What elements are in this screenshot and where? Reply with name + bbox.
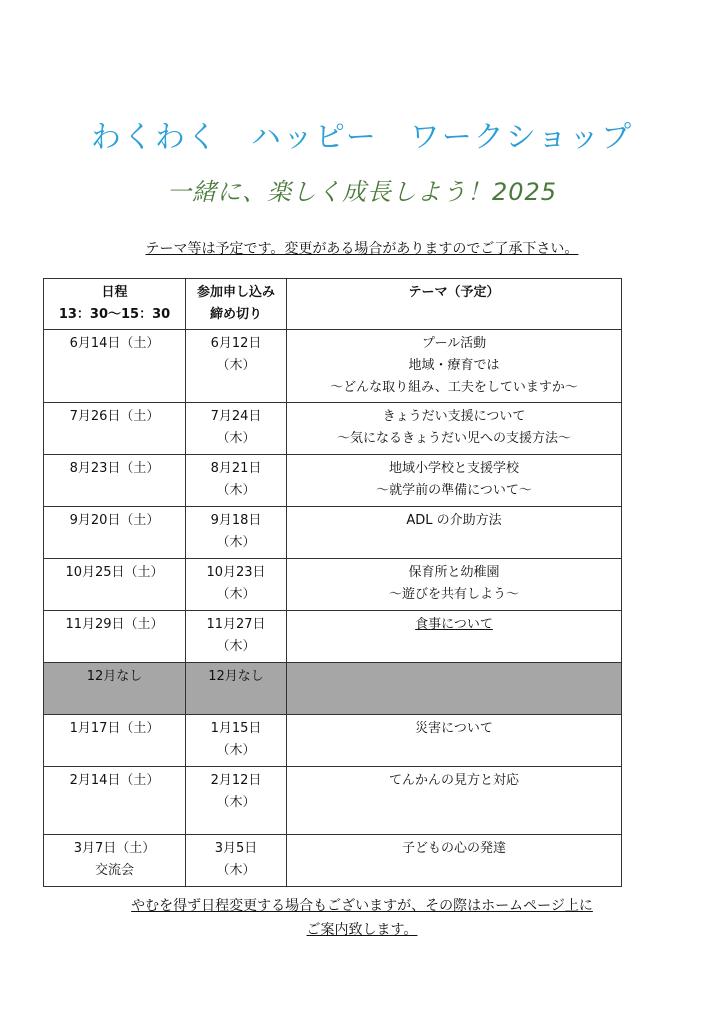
header-time-label: 13：30〜15：30 <box>58 307 171 322</box>
deadline-text: 8月21日 <box>210 461 262 476</box>
deadline-text: 9月18日 <box>210 513 262 528</box>
date-text: 1月17日（土） <box>69 721 160 736</box>
cell-deadline <box>186 507 287 559</box>
cell-date <box>44 455 186 507</box>
notice-bottom-line-2: ご案内致します。 <box>306 922 418 938</box>
theme-line: プール活動 <box>421 336 487 351</box>
date-note-text: 交流会 <box>94 863 134 878</box>
cell-theme <box>287 835 622 887</box>
cell-deadline <box>186 835 287 887</box>
date-text: 6月14日（土） <box>69 336 160 351</box>
page-title: わくわく ハッピー ワークショップ <box>90 120 634 155</box>
cell-theme <box>287 663 622 715</box>
table-row-shaded <box>44 663 622 715</box>
cell-theme <box>287 455 622 507</box>
cell-deadline <box>186 663 287 715</box>
theme-line: 保育所と幼稚園 <box>408 565 500 580</box>
cell-date <box>44 767 186 835</box>
header-theme-label: テーマ（予定） <box>408 285 500 300</box>
theme-line: 地域・療育では <box>408 358 500 373</box>
deadline-text: 10月23日 <box>206 565 266 580</box>
date-text: 7月26日（土） <box>69 409 160 424</box>
header-deadline <box>186 279 287 330</box>
table-row <box>44 455 622 507</box>
deadline-day-text: （木） <box>216 743 256 758</box>
cell-deadline <box>186 330 287 403</box>
deadline-text: 2月12日 <box>210 773 262 788</box>
cell-date <box>44 835 186 887</box>
cell-deadline <box>186 715 287 767</box>
header-date-label: 日程 <box>101 285 128 300</box>
cell-date <box>44 507 186 559</box>
cell-theme <box>287 767 622 835</box>
deadline-text: 12月なし <box>208 669 264 684</box>
cell-theme <box>287 559 622 611</box>
cell-date <box>44 559 186 611</box>
deadline-text: 6月12日 <box>210 336 262 351</box>
theme-line: 地域小学校と支援学校 <box>388 461 519 476</box>
theme-line: 食事について <box>415 617 493 632</box>
page-subtitle: 一緒に、楽しく成長しよう！2025 <box>166 178 558 206</box>
theme-line: 〜就学前の準備について〜 <box>376 483 532 498</box>
cell-theme <box>287 330 622 403</box>
deadline-day-text: （木） <box>216 795 256 810</box>
cell-date <box>44 611 186 663</box>
table-header-row <box>44 279 622 330</box>
date-text: 3月7日（土） <box>73 841 156 856</box>
cell-theme <box>287 403 622 455</box>
cell-theme <box>287 611 622 663</box>
cell-deadline <box>186 455 287 507</box>
deadline-day-text: （木） <box>216 431 256 446</box>
schedule-table <box>43 278 622 887</box>
cell-theme <box>287 507 622 559</box>
deadline-day-text: （木） <box>216 587 256 602</box>
notice-bottom-line-1: やむを得ず日程変更する場合もございますが、その際はホームページ上に <box>131 898 593 914</box>
table-row <box>44 835 622 887</box>
header-deadline-label-1: 参加申し込み <box>196 285 275 300</box>
theme-line: きょうだい支援について <box>382 409 526 424</box>
cell-theme <box>287 715 622 767</box>
date-text: 10月25日（土） <box>65 565 164 580</box>
theme-line: 子どもの心の発達 <box>401 841 506 856</box>
header-theme <box>287 279 622 330</box>
theme-line: 〜遊びを共有しよう〜 <box>388 587 519 602</box>
deadline-day-text: （木） <box>216 483 256 498</box>
deadline-day-text: （木） <box>216 639 256 654</box>
date-text: 9月20日（土） <box>69 513 160 528</box>
cell-deadline <box>186 403 287 455</box>
date-text: 12月なし <box>86 669 143 684</box>
theme-line: てんかんの見方と対応 <box>388 773 519 788</box>
cell-deadline <box>186 559 287 611</box>
cell-date <box>44 715 186 767</box>
cell-date <box>44 663 186 715</box>
date-text: 11月29日（土） <box>65 617 164 632</box>
deadline-text: 11月27日 <box>206 617 266 632</box>
table-row <box>44 507 622 559</box>
theme-line: 災害について <box>415 721 493 736</box>
theme-line: 〜どんな取り組み、工夫をしていますか〜 <box>330 380 578 395</box>
cell-deadline <box>186 611 287 663</box>
deadline-text: 1月15日 <box>210 721 262 736</box>
date-text: 8月23日（土） <box>69 461 160 476</box>
header-deadline-label-2: 締め切り <box>209 307 262 322</box>
deadline-day-text: （木） <box>216 863 256 878</box>
deadline-day-text: （木） <box>216 358 256 373</box>
theme-line: ADL の介助方法 <box>406 513 502 528</box>
table-row <box>44 403 622 455</box>
table-row <box>44 715 622 767</box>
cell-date <box>44 330 186 403</box>
deadline-day-text: （木） <box>216 535 256 550</box>
deadline-text: 3月5日 <box>214 841 258 856</box>
date-text: 2月14日（土） <box>69 773 160 788</box>
table-row <box>44 330 622 403</box>
table-row <box>44 559 622 611</box>
theme-line: 〜気になるきょうだい児への支援方法〜 <box>336 431 571 446</box>
table-row <box>44 767 622 835</box>
header-date <box>44 279 186 330</box>
notice-top: テーマ等は予定です。変更がある場合がありますのでご了承下さい。 <box>145 241 579 257</box>
deadline-text: 7月24日 <box>210 409 262 424</box>
notice-bottom <box>0 894 724 942</box>
cell-date <box>44 403 186 455</box>
cell-deadline <box>186 767 287 835</box>
table-row <box>44 611 622 663</box>
